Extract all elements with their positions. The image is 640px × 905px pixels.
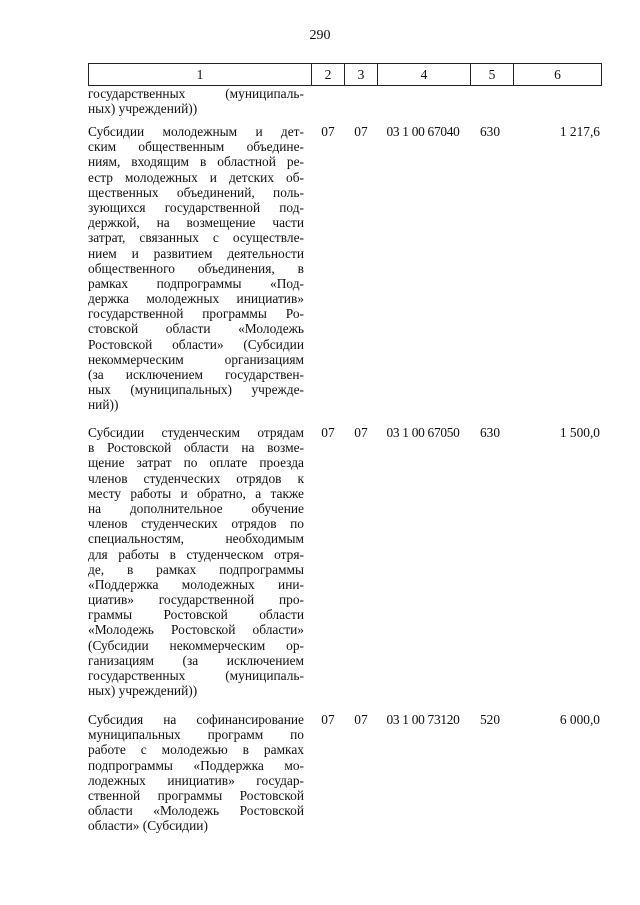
description-line: де, в рамках подпрограммы bbox=[88, 561, 304, 577]
row-section-code: 07 bbox=[321, 425, 335, 440]
description-line: ных) учреждений)) bbox=[88, 683, 198, 699]
description-line: ским общественным объедине- bbox=[88, 139, 304, 155]
description-line: государственной программы Ро- bbox=[88, 306, 304, 322]
description-line: «Молодежь Ростовской области» bbox=[88, 622, 304, 638]
description-line: на дополнительное обучение bbox=[88, 500, 304, 516]
row-amount: 1 217,6 bbox=[559, 124, 600, 139]
description-line: области «Молодежь Ростовской bbox=[88, 803, 304, 819]
description-line: Субсидии студенческим отрядам bbox=[88, 425, 304, 440]
header-col-3: 3 bbox=[344, 63, 378, 86]
description-line: членов студенческих отрядов по bbox=[88, 516, 304, 532]
description-line: членов студенческих отрядов к bbox=[88, 470, 304, 486]
description-line: (Субсидии некоммерческим ор- bbox=[88, 637, 304, 653]
description-line: Ростовской области» (Субсидии bbox=[88, 336, 304, 352]
description-line: рамках подпрограммы «Под- bbox=[88, 275, 304, 291]
description-line: держкой, на возмещение части bbox=[88, 215, 304, 231]
description-line: лодежных инициатив» государ- bbox=[88, 772, 304, 788]
description-line: ственной программы Ростовской bbox=[88, 787, 304, 803]
description-line: общественного объединения, в bbox=[88, 260, 304, 276]
header-col-4: 4 bbox=[377, 63, 471, 86]
description-line: для работы в студенческом отря- bbox=[88, 546, 304, 562]
table-header-row bbox=[88, 63, 602, 86]
description-line: ных) учреждений)) bbox=[88, 101, 198, 117]
description-line: некоммерческим организациям bbox=[88, 351, 304, 367]
description-line: специальностям, необходимым bbox=[88, 531, 304, 547]
header-col-6: 6 bbox=[513, 63, 602, 86]
row-amount: 1 500,0 bbox=[559, 425, 600, 440]
row-description bbox=[88, 124, 304, 413]
row-subsection-code: 07 bbox=[354, 124, 368, 139]
description-line: подпрограммы «Поддержка мо- bbox=[88, 757, 304, 773]
description-line: держка молодежных инициатив» bbox=[88, 291, 304, 307]
row-description bbox=[88, 425, 304, 698]
row-description bbox=[88, 712, 304, 834]
description-line: ных (муниципальных) учрежде- bbox=[88, 382, 304, 398]
row-amount: 6 000,0 bbox=[559, 712, 600, 727]
row-target-article: 03 1 00 73120 bbox=[386, 712, 460, 727]
description-line: нием и развитием деятельности bbox=[88, 245, 304, 261]
row-target-article: 03 1 00 67040 bbox=[386, 124, 460, 139]
row-description bbox=[88, 86, 304, 116]
description-line: в Ростовской области на возме- bbox=[88, 440, 304, 456]
row-expense-type: 630 bbox=[479, 425, 501, 440]
description-line: месту работы и обратно, а также bbox=[88, 485, 304, 501]
description-line: щение затрат по оплате проезда bbox=[88, 455, 304, 471]
description-line: граммы Ростовской области bbox=[88, 607, 304, 623]
description-line: (за исключением государствен- bbox=[88, 367, 304, 382]
page-number: 290 bbox=[309, 28, 331, 43]
row-subsection-code: 07 bbox=[354, 712, 368, 727]
description-line: зующихся государственной под- bbox=[88, 199, 304, 215]
row-expense-type: 520 bbox=[479, 712, 501, 727]
description-line: ганизациям (за исключением bbox=[88, 652, 304, 668]
description-line: Субсидии молодежным и дет- bbox=[88, 124, 304, 139]
description-line: щественных объединений, поль- bbox=[88, 184, 304, 200]
description-line: стовской области «Молодежь bbox=[88, 321, 304, 337]
row-expense-type: 630 bbox=[479, 124, 501, 139]
description-line: государственных (муниципаль- bbox=[88, 668, 304, 683]
row-target-article: 03 1 00 67050 bbox=[386, 425, 460, 440]
row-subsection-code: 07 bbox=[354, 425, 368, 440]
header-col-1: 1 bbox=[88, 63, 312, 86]
description-line: муниципальных программ по bbox=[88, 727, 304, 743]
description-line: Субсидия на софинансирование bbox=[88, 712, 304, 727]
description-line: циатив» государственной про- bbox=[88, 592, 304, 608]
header-col-2: 2 bbox=[311, 63, 345, 86]
description-line: области» (Субсидии) bbox=[88, 818, 208, 834]
description-line: ниям, входящим в областной ре- bbox=[88, 154, 304, 170]
description-line: естр молодежных и детских об- bbox=[88, 169, 304, 185]
header-col-5: 5 bbox=[470, 63, 514, 86]
row-section-code: 07 bbox=[321, 124, 335, 139]
description-line: затрат, связанных с осуществле- bbox=[88, 230, 304, 246]
description-line: ний)) bbox=[88, 397, 119, 413]
description-line: работе с молодежью в рамках bbox=[88, 742, 304, 758]
row-section-code: 07 bbox=[321, 712, 335, 727]
description-line: «Поддержка молодежных ини- bbox=[88, 576, 304, 592]
description-line: государственных (муниципаль- bbox=[88, 86, 304, 101]
